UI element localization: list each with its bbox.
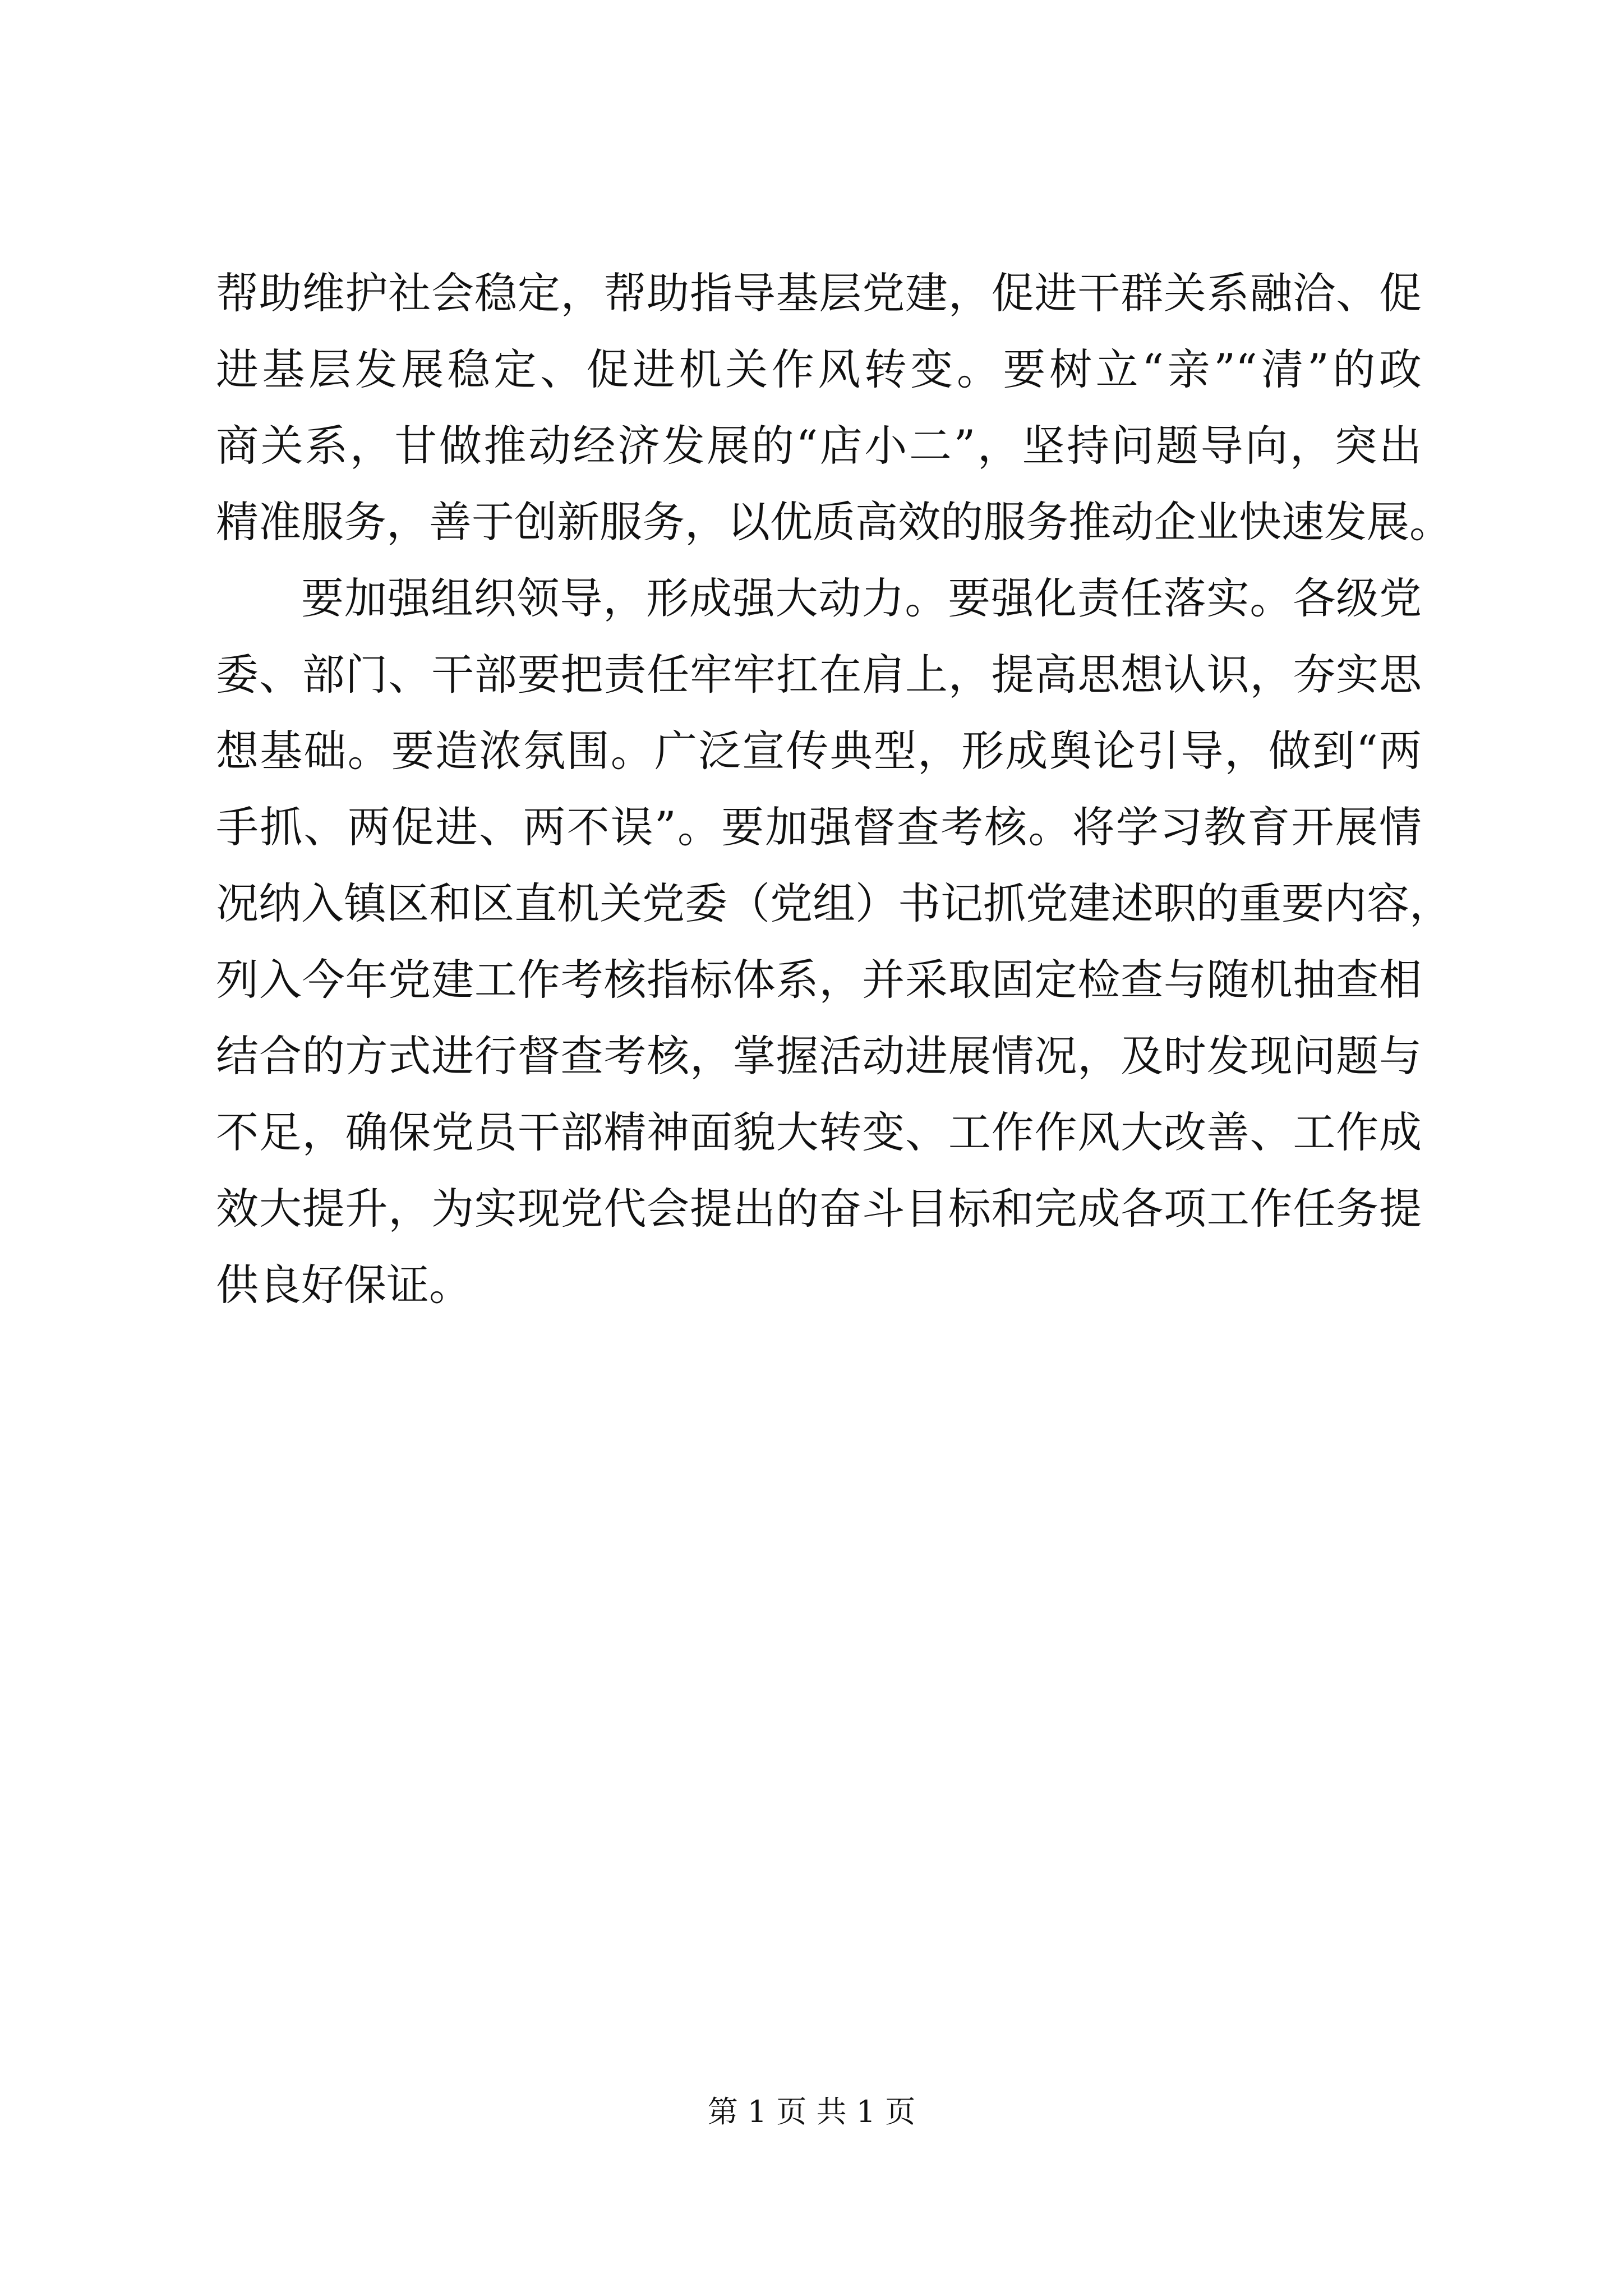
page-footer (0, 2092, 1623, 2132)
paragraph (216, 255, 1452, 560)
text-line: 结合的方式进行督查考核，掌握活动进展情况，及时发现问题与 (216, 1031, 1422, 1081)
text-line: 帮助维护社会稳定，帮助指导基层党建，促进干群关系融洽、促 (216, 268, 1422, 318)
text-line: 列入今年党建工作考核指标体系，并采取固定检查与随机抽查相 (216, 955, 1422, 1005)
text-line: 商关系，甘做推动经济发展的“店小二”，坚持问题导向，突出 (216, 421, 1422, 471)
paragraph (216, 560, 1452, 1323)
document-body (216, 255, 1452, 1323)
text-line: 况纳入镇区和区直机关党委（党组）书记抓党建述职的重要内容， (216, 878, 1452, 928)
text-line: 供良好保证。 (216, 1260, 472, 1310)
text-line: 效大提升，为实现党代会提出的奋斗目标和完成各项工作任务提 (216, 1184, 1422, 1234)
page-number: 第 1 页 共 1 页 (707, 2094, 916, 2129)
text-line: 委、部门、干部要把责任牢牢扛在肩上，提高思想认识，夯实思 (216, 650, 1422, 700)
text-line: 不足，确保党员干部精神面貌大转变、工作作风大改善、工作成 (216, 1107, 1422, 1157)
text-line: 精准服务，善于创新服务，以优质高效的服务推动企业快速发展。 (216, 497, 1452, 547)
text-line: 想基础。要造浓氛围。广泛宣传典型，形成舆论引导，做到“两 (216, 726, 1422, 776)
text-line: 进基层发展稳定、促进机关作风转变。要树立“亲”“清”的政 (216, 344, 1422, 394)
text-line: 要加强组织领导，形成强大动力。要强化责任落实。各级党 (301, 573, 1422, 623)
text-line: 手抓、两促进、两不误”。要加强督查考核。将学习教育开展情 (216, 802, 1422, 852)
